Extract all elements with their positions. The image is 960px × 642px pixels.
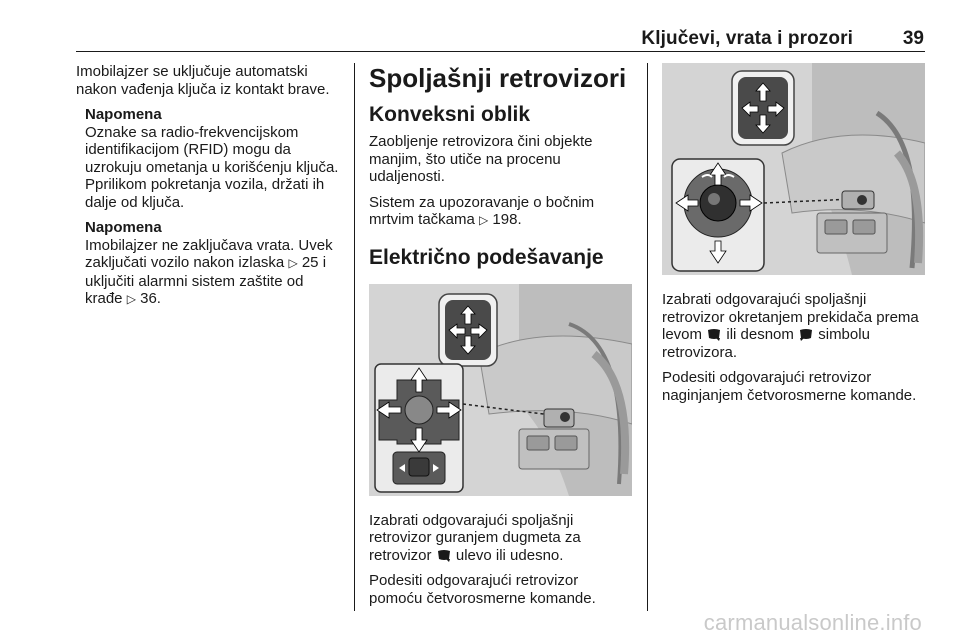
page-ref-link[interactable]: 36. <box>140 290 161 307</box>
rotate-switch-paragraph <box>662 291 927 361</box>
note-rfid <box>76 106 342 211</box>
subheading-convex: Konveksni oblik <box>369 103 531 126</box>
chapter-title: Ključevi, vrata i prozori <box>641 28 853 49</box>
paragraph-text: ulevo ili udesno. <box>455 546 564 564</box>
page-ref-link[interactable]: 198. <box>492 211 522 228</box>
adjust-mirror-paragraph: Podesiti odgovarajući retrovizor pomoću četvorosmerne komande. <box>369 572 596 607</box>
mirror-right-icon <box>798 328 814 341</box>
note-text: Oznake sa radio-frekvencijskom identifikacijom (RFID) mogu da uzrokuju ometanja u korišćenju ključa. Pprilikom pokretanja vozila, držati ih dalje od ključa. <box>85 123 339 211</box>
immobilizer-intro: Imobilajzer se uključuje automatski nakon vađenja ključa iz kontakt brave. <box>76 63 330 98</box>
column-divider <box>354 63 355 611</box>
mirror-switch-illustration-2 <box>662 63 925 275</box>
column-2 <box>369 63 634 615</box>
ref-arrow-icon: ▷ <box>479 213 489 227</box>
mirror-left-icon <box>706 328 722 341</box>
column-3 <box>662 63 927 412</box>
note-text-part: Imobilajzer ne zaključava vrata. Uvek zaključati vozilo nakon izlaska <box>85 236 333 271</box>
paragraph-text: simbolu retrovizora. <box>662 326 870 361</box>
subheading-electric: Električno podešavanje <box>369 245 604 269</box>
illustration-svg <box>662 63 925 275</box>
page-number: 39 <box>902 28 924 49</box>
note-text-part: i uključiti alarmni sistem zaštite od krađe <box>85 254 327 307</box>
note-title: Napomena <box>85 219 162 236</box>
mirror-switch-illustration-1 <box>369 284 632 496</box>
paragraph-text: Izabrati odgovarajući spoljašnji retrovizor guranjem dugmeta za retrovizor <box>369 511 581 564</box>
page-ref-link[interactable]: 25 <box>301 254 319 271</box>
convex-paragraph: Zaobljenje retrovizora čini objekte manjim, što utiče na procenu udaljenosti. <box>369 133 593 185</box>
ref-arrow-icon: ▷ <box>126 292 136 306</box>
paragraph-text: ili desnom <box>726 326 794 343</box>
note-title: Napomena <box>85 106 162 123</box>
note-immobilizer <box>76 219 342 309</box>
paragraph-text: Sistem za upozoravanje o bočnim mrtvim tačkama <box>369 193 595 228</box>
column-divider <box>647 63 648 611</box>
watermark: carmanualsonline.info <box>703 610 922 635</box>
illustration-svg <box>369 284 632 496</box>
select-mirror-paragraph <box>369 512 634 565</box>
ref-arrow-icon: ▷ <box>288 256 298 270</box>
mirror-left-icon <box>436 549 452 562</box>
blind-spot-paragraph <box>369 194 634 230</box>
section-heading: Spoljašnji retrovizori <box>369 63 627 93</box>
note-text <box>85 237 342 309</box>
tilt-control-paragraph: Podesiti odgovarajući retrovizor naginjanjem četvorosmerne komande. <box>662 369 917 404</box>
page-header <box>76 26 925 52</box>
paragraph-text: Izabrati odgovarajući spoljašnji retrovizor okretanjem prekidača prema levom <box>662 291 919 343</box>
column-1 <box>76 63 342 317</box>
